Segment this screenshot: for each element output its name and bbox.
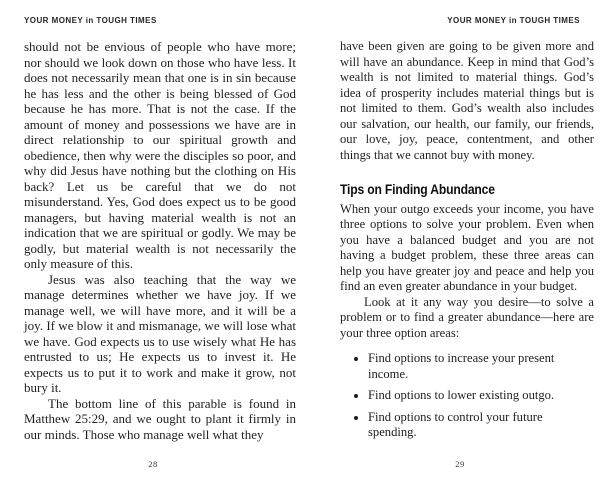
page-left-body — [24, 39, 296, 442]
running-header-right: YOUR MONEY in TOUGH TIMES — [447, 16, 580, 25]
bullet-item: • Find options to increase your present income. — [368, 351, 594, 382]
bullet-item: • Find options to control your future spending. — [368, 410, 594, 441]
bullet-item: • Find options to lower existing outgo. — [368, 388, 594, 404]
section-heading: Tips on Finding Abundance — [340, 182, 495, 197]
page-right-body — [340, 39, 594, 447]
paragraph: When your outgo exceeds your income, you have three options to solve your problem. Even when you have a balanced budget and you are not having a budget problem, these three areas can help you have greater joy and peace and help you find an even greater abundance in your budget. — [340, 201, 594, 293]
page-number-right: 29 — [455, 459, 465, 469]
running-header-left: YOUR MONEY in TOUGH TIMES — [24, 16, 157, 25]
page-right-intro — [340, 39, 594, 163]
bullet-list — [340, 351, 594, 441]
page-number-left: 28 — [148, 459, 158, 469]
paragraph: The bottom line of this parable is found in Matthew 25:29, and we ought to plant it firmly in our minds. Those who manage well what they — [24, 395, 296, 442]
paragraph: should not be envious of people who have more; nor should we look down on those who have less. It does not necessarily mean that one is in sin because he has less and the other is being blessed of God because he has more. That is not the case. If the amount of money and possessions we have are in direct relationship to our spiritual growth and obedience, then why were the disciples so poor, and why did Jesus have nothing but the clothing on His back? Let us be careful that we do not misunderstand. Yes, God does expect us to be good managers, but having material wealth is not an indication that we are spiritual or godly. We may be godly, but material wealth is not necessarily the only measure of this. — [24, 39, 296, 271]
paragraph: Look at it any way you desire—to solve a problem or to find a greater abundance—here are your three option areas: — [340, 294, 594, 340]
page-right-section-paragraphs — [340, 202, 594, 342]
paragraph: have been given are going to be given more and will have an abundance. Keep in mind that God’s wealth is not limited to material things. God’s idea of prosperity includes material things but is not limited to them. God’s wealth also includes our salvation, our health, our family, our friends, our love, joy, peace, contentment, and other things that we cannot buy with money. — [340, 39, 594, 162]
paragraph: Jesus was also teaching that the way we manage determines whether we have joy. If we manage well, we will have more, and it will be a joy. If we blow it and mismanage, we will lose what we have. God expects us to use wisely what He has entrusted to us; He expects us to invest it. He expects us to put it to work and make it grow, not bury it. — [24, 271, 296, 395]
